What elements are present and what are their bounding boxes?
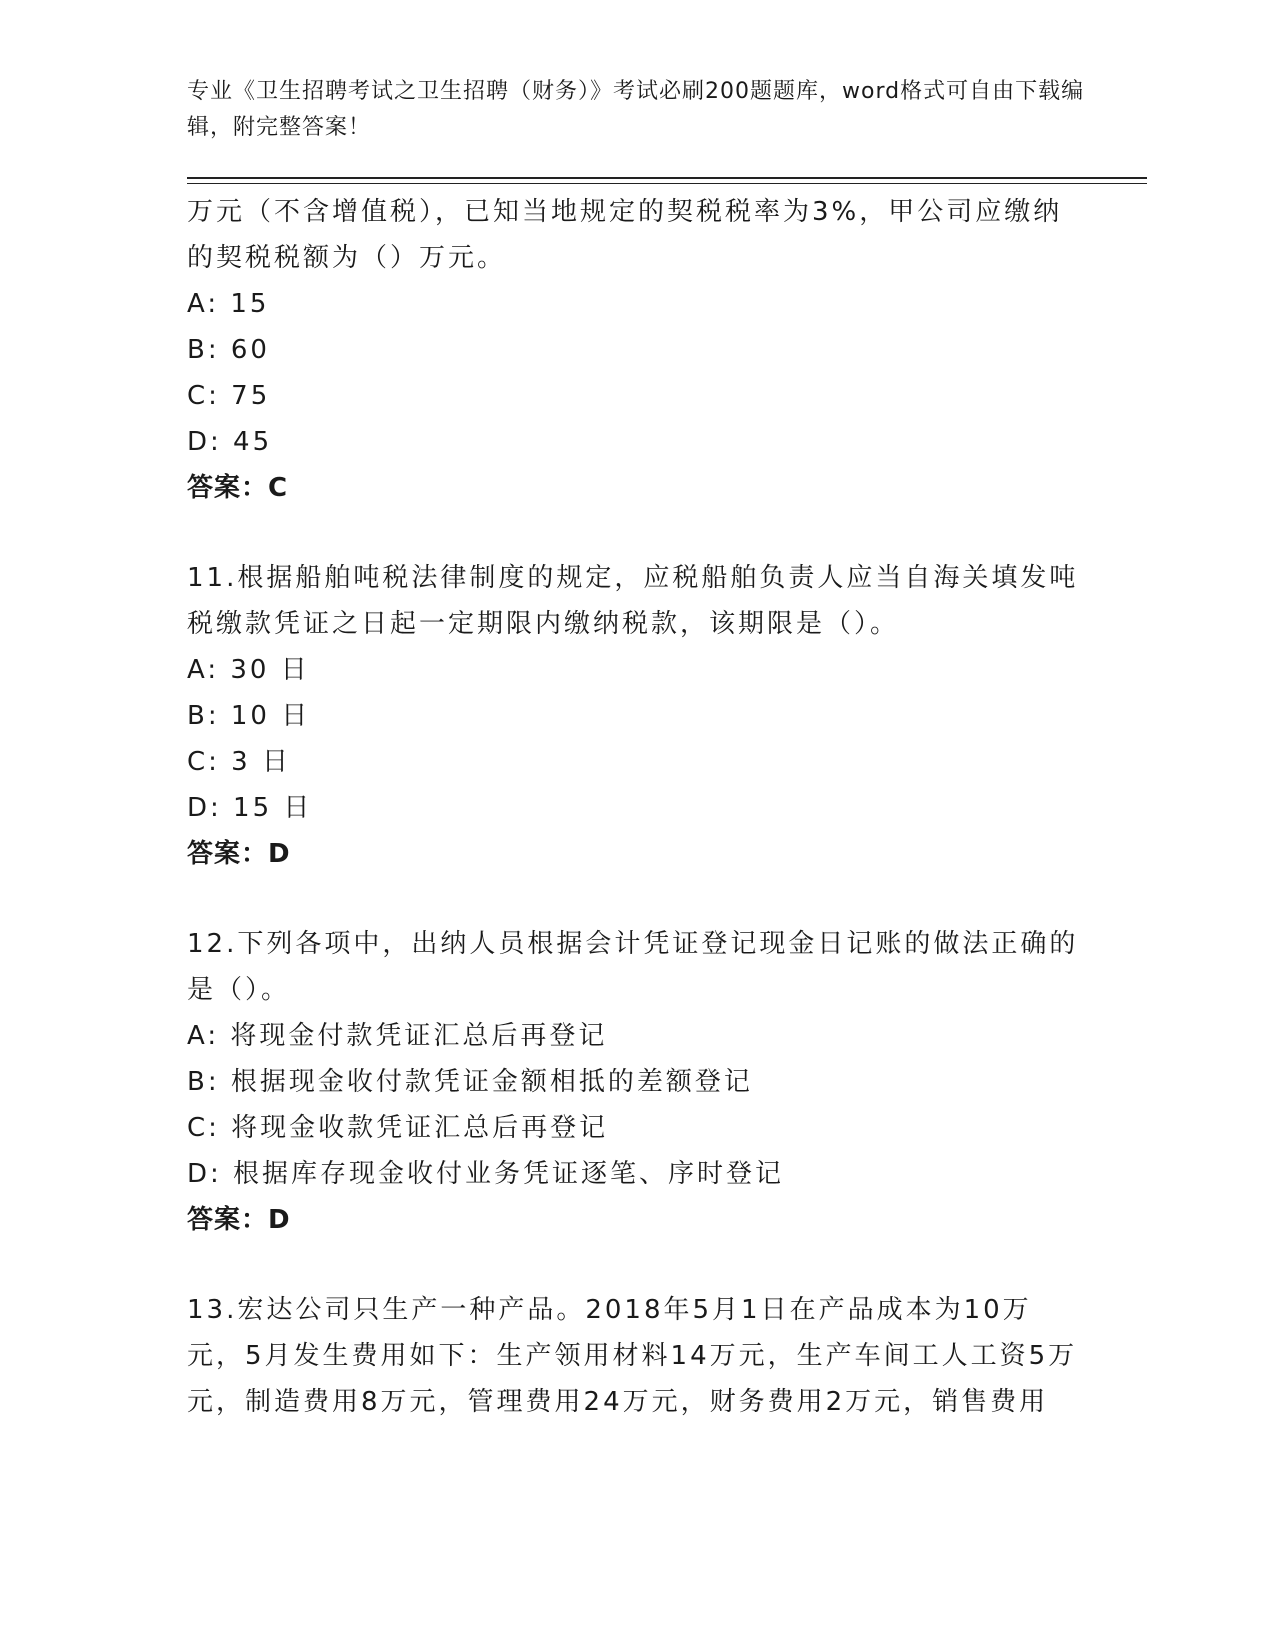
option-d: D: 15 日 [187,793,313,823]
option-a: A: 将现金付款凭证汇总后再登记 [187,1021,608,1051]
option-c: C: 3 日 [187,747,291,777]
option-c: C: 75 [187,381,271,411]
question-text: 万元（不含增值税），已知当地规定的契税税率为3%，甲公司应缴纳的契税税额为（）万元。 [187,197,1063,273]
option-d: D: 根据库存现金收付业务凭证逐笔、序时登记 [187,1159,785,1189]
page-header-title: 专业《卫生招聘考试之卫生招聘（财务）》考试必刷200题题库，word格式可自由下载编辑，附完整答案！ [187,79,1085,140]
question-text: 12.下列各项中，出纳人员根据会计凭证登记现金日记账的做法正确的是（）。 [187,929,1079,1005]
question-list [187,189,1087,1425]
option-c: C: 将现金收款凭证汇总后再登记 [187,1113,609,1143]
question-block [187,555,1087,877]
option-a: A: 15 [187,289,270,319]
question-text: 11.根据船舶吨税法律制度的规定，应税船舶负责人应当自海关填发吨税缴款凭证之日起一定期限内缴纳税款，该期限是（）。 [187,563,1079,639]
option-b: B: 60 [187,335,270,365]
header-divider-thin [187,183,1147,184]
question-block [187,1287,1087,1425]
question-spacer [187,511,1087,555]
question-block [187,189,1087,511]
answer-text: 答案：D [187,839,291,869]
question-spacer [187,877,1087,921]
answer-text: 答案：C [187,473,289,503]
question-text: 13.宏达公司只生产一种产品。2018年5月1日在产品成本为10万元，5月发生费用如下：生产领用材料14万元，生产车间工人工资5万元，制造费用8万元，管理费用24万元，财务费用2万元，销售费用 [187,1295,1078,1417]
question-block [187,921,1087,1243]
answer-text: 答案：D [187,1205,291,1235]
option-d: D: 45 [187,427,273,457]
option-b: B: 10 日 [187,701,311,731]
option-b: B: 根据现金收付款凭证金额相抵的差额登记 [187,1067,753,1097]
question-spacer [187,1243,1087,1287]
option-a: A: 30 日 [187,655,310,685]
header-divider [187,177,1147,179]
